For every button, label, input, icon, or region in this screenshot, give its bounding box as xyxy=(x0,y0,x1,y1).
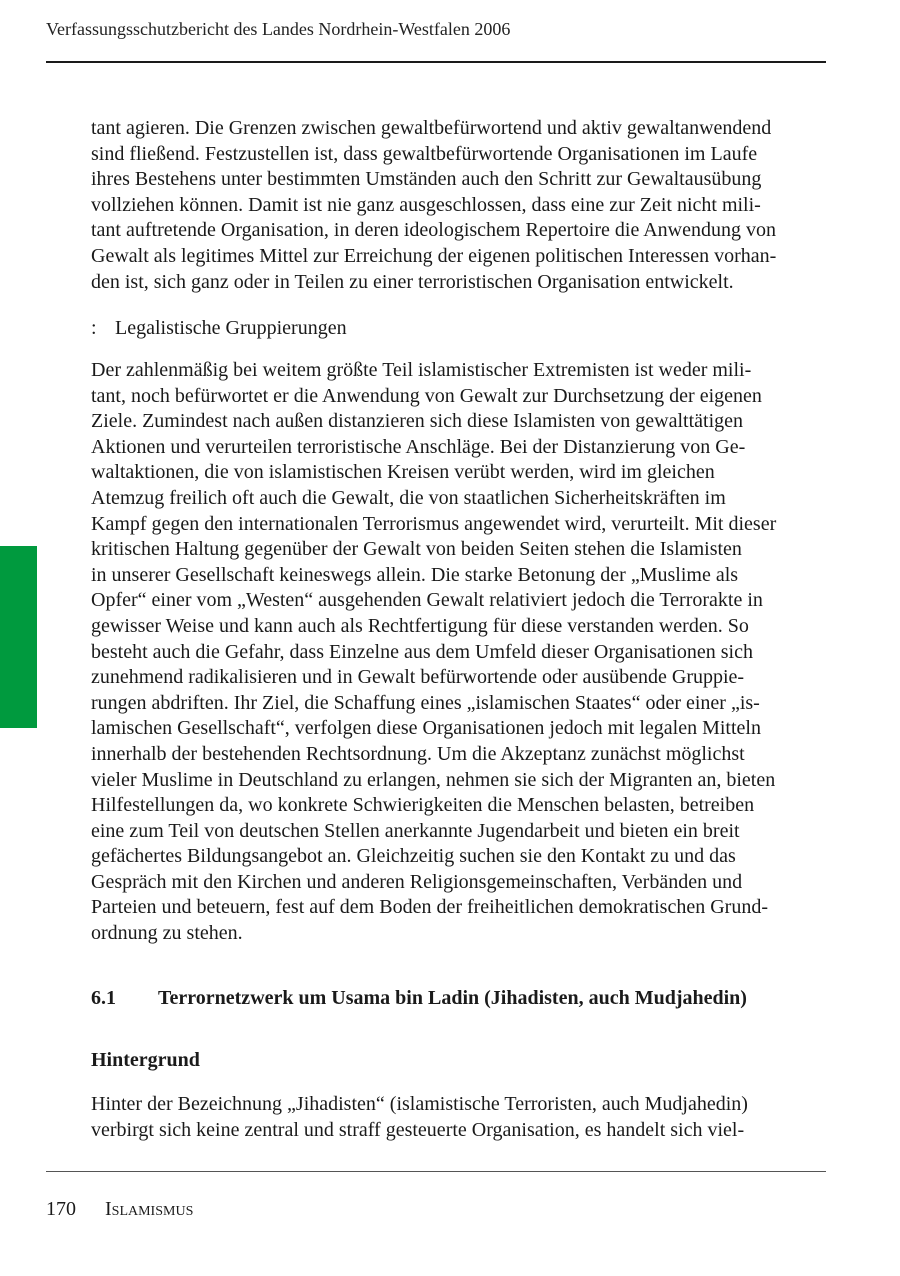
footer-section-name: Islamismus xyxy=(105,1198,194,1220)
paragraph-line: verbirgt sich keine zentral und straff gesteuerte Organisation, es handelt sich viel- xyxy=(91,1118,745,1141)
paragraph-line: gefächertes Bildungsangebot an. Gleichzeitig suchen sie den Kontakt zu und das xyxy=(91,845,736,868)
paragraph-line: tant auftretende Organisation, in deren ideologischem Repertoire die Anwendung von xyxy=(91,219,776,242)
section-title: Terrornetzwerk um Usama bin Ladin (Jihadisten, auch Mudjahedin) xyxy=(158,987,747,1009)
chapter-side-tab xyxy=(0,546,37,728)
paragraph-line: lamischen Gesellschaft“, verfolgen diese Organisationen jedoch mit legalen Mitteln xyxy=(91,717,761,740)
list-item-legalistic-groups xyxy=(91,315,347,341)
page-number: 170 xyxy=(46,1198,76,1220)
paragraph-line: Aktionen und verurteilen terroristische Anschläge. Bei der Distanzierung von Ge- xyxy=(91,435,746,458)
paragraph-line: rungen abdriften. Ihr Ziel, die Schaffung eines „islamischen Staates“ oder einer „is- xyxy=(91,691,760,714)
section-heading xyxy=(91,985,747,1011)
paragraph-line: Hilfestellungen da, wo konkrete Schwierigkeiten die Menschen belasten, betreiben xyxy=(91,794,755,817)
paragraph-line: Atemzug freilich oft auch die Gewalt, die von staatlichen Sicherheitskräften im xyxy=(91,486,726,509)
paragraph-line: Ziele. Zumindest nach außen distanzieren sich diese Islamisten von gewalttätigen xyxy=(91,410,744,433)
paragraph-line: vieler Muslime in Deutschland zu erlangen, nehmen sie sich der Migranten an, bieten xyxy=(91,768,776,791)
paragraph-line: tant agieren. Die Grenzen zwischen gewaltbefürwortend und aktiv gewaltanwendend xyxy=(91,117,772,139)
paragraph-line: Opfer“ einer vom „Westen“ ausgehenden Gewalt relativiert jedoch die Terrorakte in xyxy=(91,589,763,612)
paragraph-line: eine zum Teil von deutschen Stellen anerkannte Jugendarbeit und bieten ein breit xyxy=(91,819,740,842)
paragraph-line: sind fließend. Festzustellen ist, dass gewaltbefürwortende Organisationen im Laufe xyxy=(91,142,758,165)
paragraph-line: ordnung zu stehen. xyxy=(91,922,243,945)
paragraph-line: Kampf gegen den internationalen Terrorismus angewendet wird, verurteilt. Mit dieser xyxy=(91,512,777,535)
paragraph-line: in unserer Gesellschaft keineswegs allein. Die starke Betonung der „Muslime als xyxy=(91,563,739,586)
paragraph-line: den ist, sich ganz oder in Teilen zu einer terroristischen Organisation entwickelt. xyxy=(91,270,734,293)
footer-divider xyxy=(46,1171,826,1172)
subsection-heading: Hintergrund xyxy=(91,1049,200,1071)
paragraph-line: besteht auch die Gefahr, dass Einzelne aus dem Umfeld dieser Organisationen sich xyxy=(91,640,753,663)
paragraph-line: vollziehen können. Damit ist nie ganz ausgeschlossen, dass eine zur Zeit nicht mili- xyxy=(91,193,761,216)
paragraph-line: waltaktionen, die von islamistischen Kreisen verübt werden, wird im gleichen xyxy=(91,461,715,484)
paragraph-3 xyxy=(91,1092,827,1143)
paragraph-line: innerhalb der bestehenden Rechtsordnung. Um die Akzeptanz zunächst möglichst xyxy=(91,742,745,765)
paragraph-line: Gespräch mit den Kirchen und anderen Religionsgemeinschaften, Verbänden und xyxy=(91,870,743,893)
paragraph-2 xyxy=(91,358,827,947)
paragraph-line: Gewalt als legitimes Mittel zur Erreichung der eigenen politischen Interessen vorhan- xyxy=(91,244,777,267)
section-number: 6.1 xyxy=(91,987,116,1009)
paragraph-line: Hinter der Bezeichnung „Jihadisten“ (islamistische Terroristen, auch Mudjahedin) xyxy=(91,1093,748,1115)
header-divider xyxy=(46,61,826,63)
paragraph-line: Parteien und beteuern, fest auf dem Boden der freiheitlichen demokratischen Grund- xyxy=(91,896,768,919)
running-header-title: Verfassungsschutzbericht des Landes Nordrhein-Westfalen 2006 xyxy=(46,19,511,39)
paragraph-line: Der zahlenmäßig bei weitem größte Teil islamistischer Extremisten ist weder mili- xyxy=(91,359,752,381)
paragraph-line: tant, noch befürwortet er die Anwendung von Gewalt zur Durchsetzung der eigenen xyxy=(91,384,762,407)
paragraph-line: zunehmend radikalisieren und in Gewalt befürwortende oder ausübende Gruppie- xyxy=(91,666,745,689)
paragraph-line: gewisser Weise und kann auch als Rechtfertigung für diese verstanden werden. So xyxy=(91,614,749,637)
paragraph-line: kritischen Haltung gegenüber der Gewalt von beiden Seiten stehen die Islamisten xyxy=(91,538,742,561)
list-item-label: Legalistische Gruppierungen xyxy=(115,317,347,339)
list-bullet: : xyxy=(91,317,97,339)
paragraph-line: ihres Bestehens unter bestimmten Umständen auch den Schritt zur Gewaltausübung xyxy=(91,168,762,191)
paragraph-1 xyxy=(91,116,827,295)
